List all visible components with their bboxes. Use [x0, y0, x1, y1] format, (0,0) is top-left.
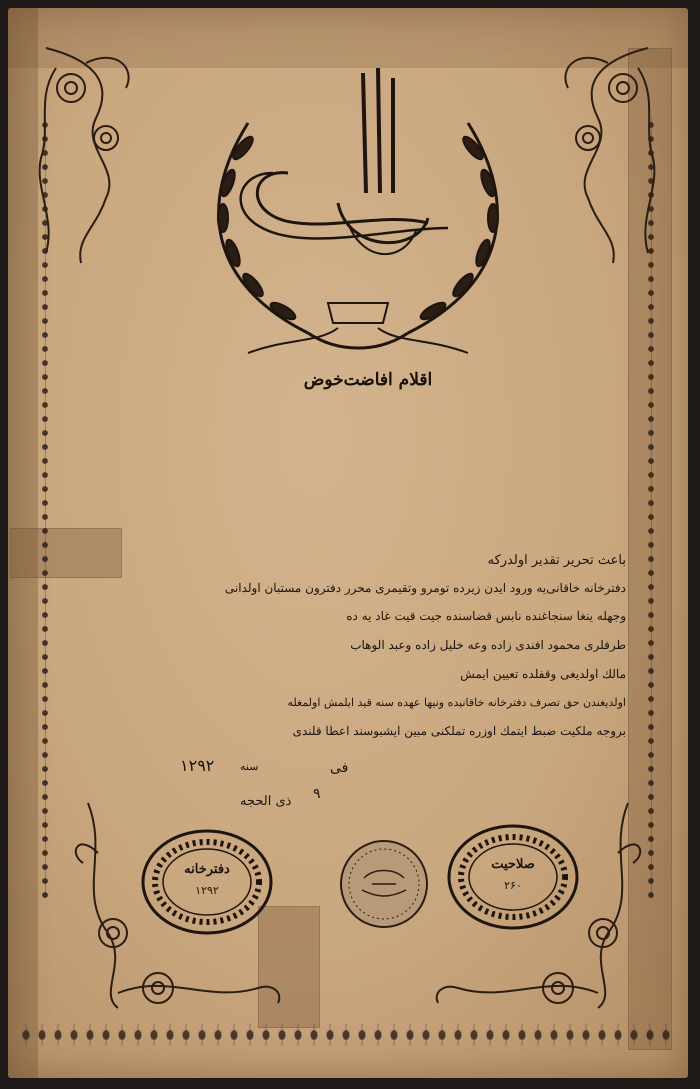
date-fi: فی: [330, 760, 349, 776]
date-sene: سنه: [240, 760, 259, 773]
stamp-left-top: دفترخانه: [184, 862, 230, 877]
rosette-stamp-icon: [140, 828, 274, 936]
bottom-border: [18, 1024, 678, 1046]
date-month: ذی الحجه: [240, 794, 292, 809]
tughra-emblem-icon: [188, 53, 528, 373]
document-line: وجهله ینغا سنجاغنده نابس قضاسنده جیت قیت غاد یه ده: [346, 609, 626, 623]
floral-corner-icon: [26, 28, 146, 268]
rosette-stamp-left: [140, 828, 274, 936]
date-day: ۹: [313, 786, 321, 802]
stamp-right-top: صلاحیت: [491, 857, 535, 872]
document-line: بروجه ملکیت ضبط ایتمك اوزره تملکنی مبین ایشبوسند اعطا قلندی: [292, 724, 626, 738]
stamp-right-bottom: ۲۶۰: [504, 879, 522, 892]
document-line: طرفلری محمود افندی زاده وعه خلیل زاده وعبد الوهاب: [350, 638, 626, 652]
rosette-stamp-right: [446, 823, 580, 931]
rosette-stamp-icon: [446, 823, 580, 931]
document-line: مالك اولدیغی وقفلده تعیین ایمش: [460, 667, 626, 681]
stamp-left-bottom: ۱۲۹۲: [195, 884, 219, 897]
seal-stamp-icon: [338, 838, 430, 930]
document-paper: [8, 8, 688, 1078]
date-year: ۱۲۹۲: [180, 756, 215, 775]
document-line: باعث تحریر تقدیر اولدرکه: [487, 553, 626, 568]
header-caption: اقلام افاضت‌خوض: [303, 370, 433, 390]
document-line: دفترخانه خاقانی‌یه ورود ایدن زیرده تومرو وتقیمری محرر دفترون مستبان اولدانی: [224, 581, 626, 595]
document-line: اولدیغندن حق تصرف دفترخانه خاقانیده ونیها عهده سنه قید ایلمش اولمغله: [287, 696, 626, 709]
floral-corner-icon: [548, 28, 668, 268]
